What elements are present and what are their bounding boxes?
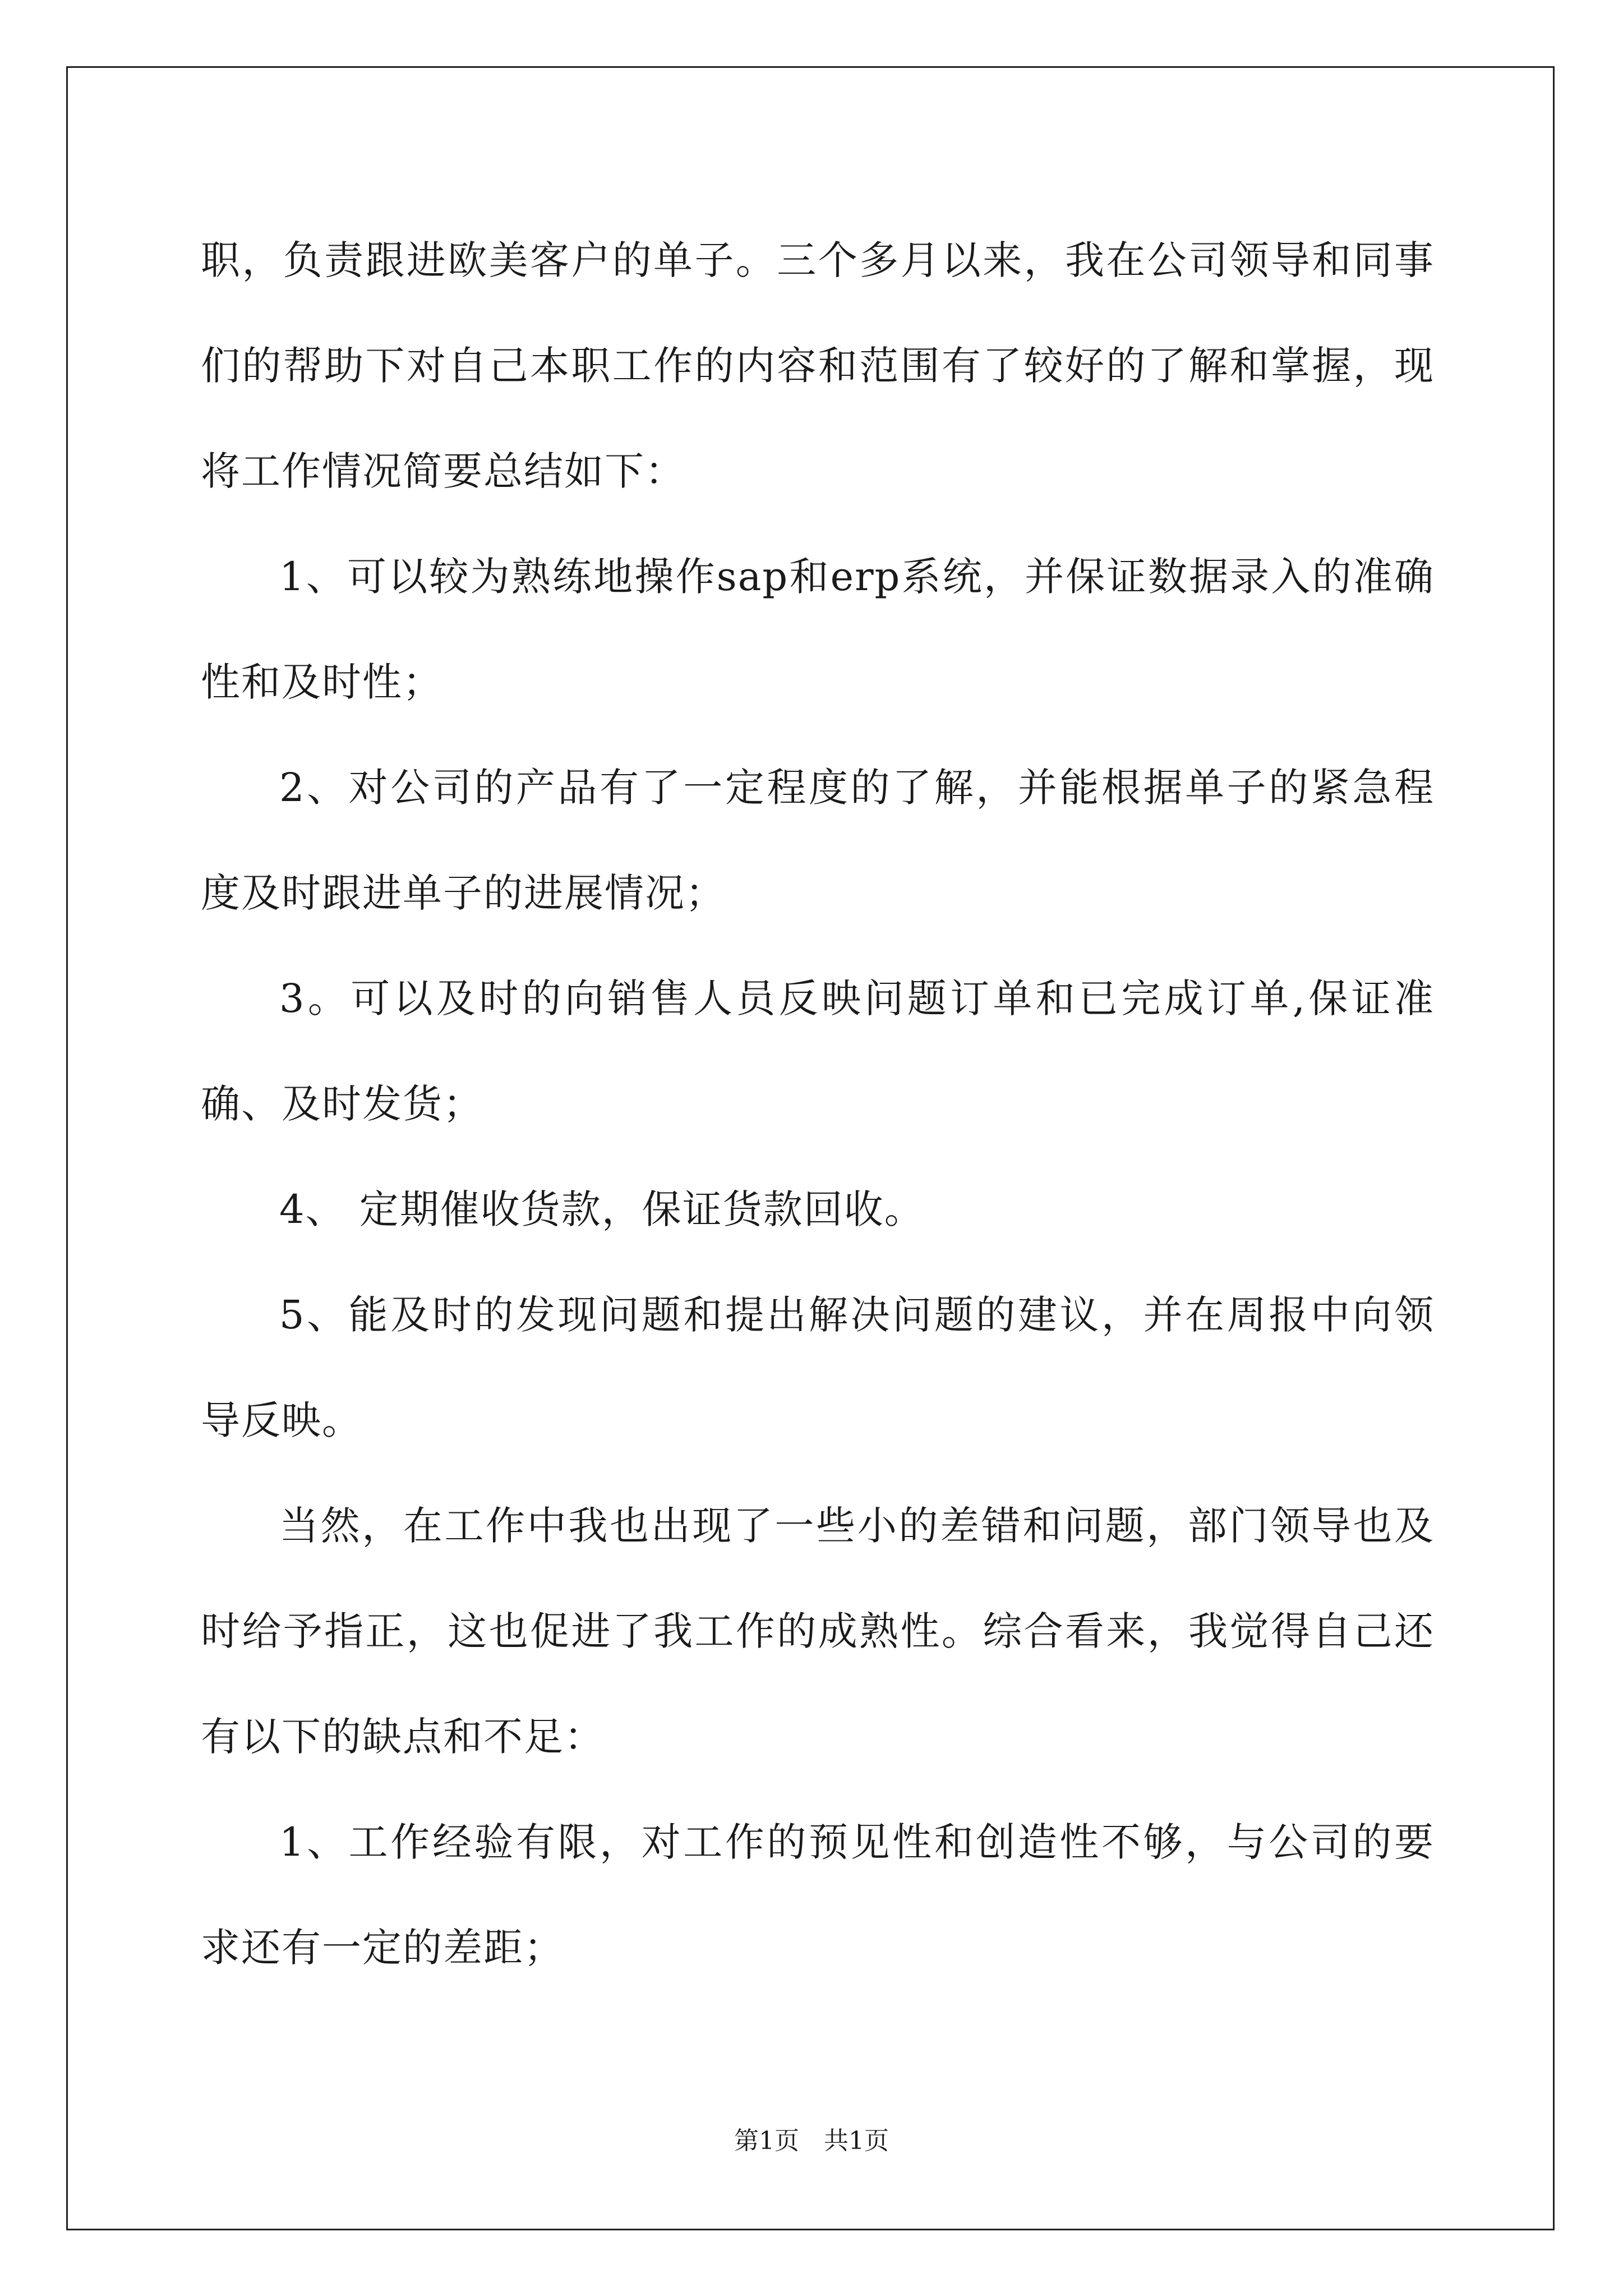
paragraph-intro: 职，负责跟进欧美客户的单子。三个多月以来，我在公司领导和同事们的帮助下对自己本职工作的内容和范围有了较好的了解和掌握，现将工作情况简要总结如下： xyxy=(201,237,1435,494)
paragraph-shortcoming-1: 1、工作经验有限，对工作的预见性和创造性不够，与公司的要求还有一定的差距； xyxy=(201,1819,1435,1971)
paragraph-item-5: 5、能及时的发现问题和提出解决问题的建议，并在周报中向领导反映。 xyxy=(201,1292,1435,1443)
paragraph-item-1: 1、可以较为熟练地操作sap和erp系统，并保证数据录入的准确性和及时性； xyxy=(201,554,1435,705)
document-body xyxy=(201,208,1435,2000)
paragraph-item-4: 4、 定期催收货款，保证货款回收。 xyxy=(279,1186,925,1232)
paragraph-item-2: 2、对公司的产品有了一定程度的了解，并能根据单子的紧急程度及时跟进单子的进展情况； xyxy=(201,765,1435,916)
paragraph-item-3: 3。可以及时的向销售人员反映问题订单和已完成订单,保证准确、及时发货； xyxy=(201,976,1435,1127)
paragraph-shortcomings: 当然，在工作中我也出现了一些小的差错和问题，部门领导也及时给予指正，这也促进了我工作的成熟性。综合看来，我觉得自己还有以下的缺点和不足： xyxy=(201,1503,1435,1760)
page-number: 第1页 共1页 xyxy=(734,2127,889,2155)
